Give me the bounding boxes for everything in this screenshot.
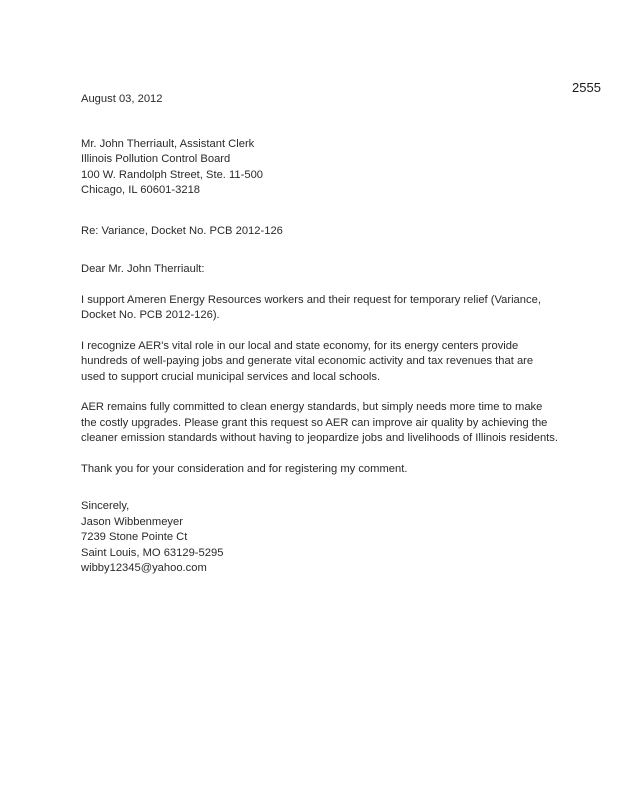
recipient-address [81, 137, 561, 199]
paragraph [81, 339, 561, 386]
paragraph-line: hundreds of well-paying jobs and generate vital economic activity and tax revenues that are [81, 355, 534, 367]
recipient-line: Mr. John Therriault, Assistant Clerk [81, 137, 255, 150]
paragraph-line: AER remains fully committed to clean energy standards, but simply needs more time to make [81, 401, 543, 413]
paragraph-line: I recognize AER's vital role in our local and state economy, for its energy centers provide [81, 339, 519, 352]
paragraph-line: Thank you for your consideration and for registering my comment. [81, 462, 408, 475]
paragraph-line: the costly upgrades. Please grant this request so AER can improve air quality by achieving the [81, 416, 548, 429]
signer-city: Saint Louis, MO 63129-5295 [81, 546, 224, 559]
signer-street: 7239 Stone Pointe Ct [81, 531, 188, 543]
letter-date: August 03, 2012 [81, 93, 163, 105]
signature-block [81, 499, 561, 577]
paragraph [81, 462, 561, 478]
re-line: Re: Variance, Docket No. PCB 2012-126 [81, 224, 283, 237]
closing-line: Sincerely, [81, 500, 130, 512]
signer-name: Jason Wibbenmeyer [81, 515, 183, 528]
paragraph [81, 400, 561, 447]
paragraph-line: used to support crucial municipal services and local schools. [81, 370, 381, 383]
recipient-line: 100 W. Randolph Street, Ste. 11-500 [81, 168, 264, 181]
letter-body [81, 92, 561, 577]
salutation: Dear Mr. John Therriault: [81, 263, 205, 275]
page-number: 2555 [572, 80, 601, 95]
paragraph-line: I support Ameren Energy Resources workers and their request for temporary relief (Variance, [81, 293, 541, 306]
signer-email: wibby12345@yahoo.com [81, 562, 207, 574]
recipient-line: Illinois Pollution Control Board [81, 153, 231, 165]
paragraph-line: Docket No. PCB 2012-126). [81, 309, 220, 321]
paragraph [81, 293, 561, 324]
paragraph-line: cleaner emission standards without having to jeopardize jobs and livelihoods of Illinois residents. [81, 432, 558, 444]
recipient-line: Chicago, IL 60601-3218 [81, 184, 201, 196]
